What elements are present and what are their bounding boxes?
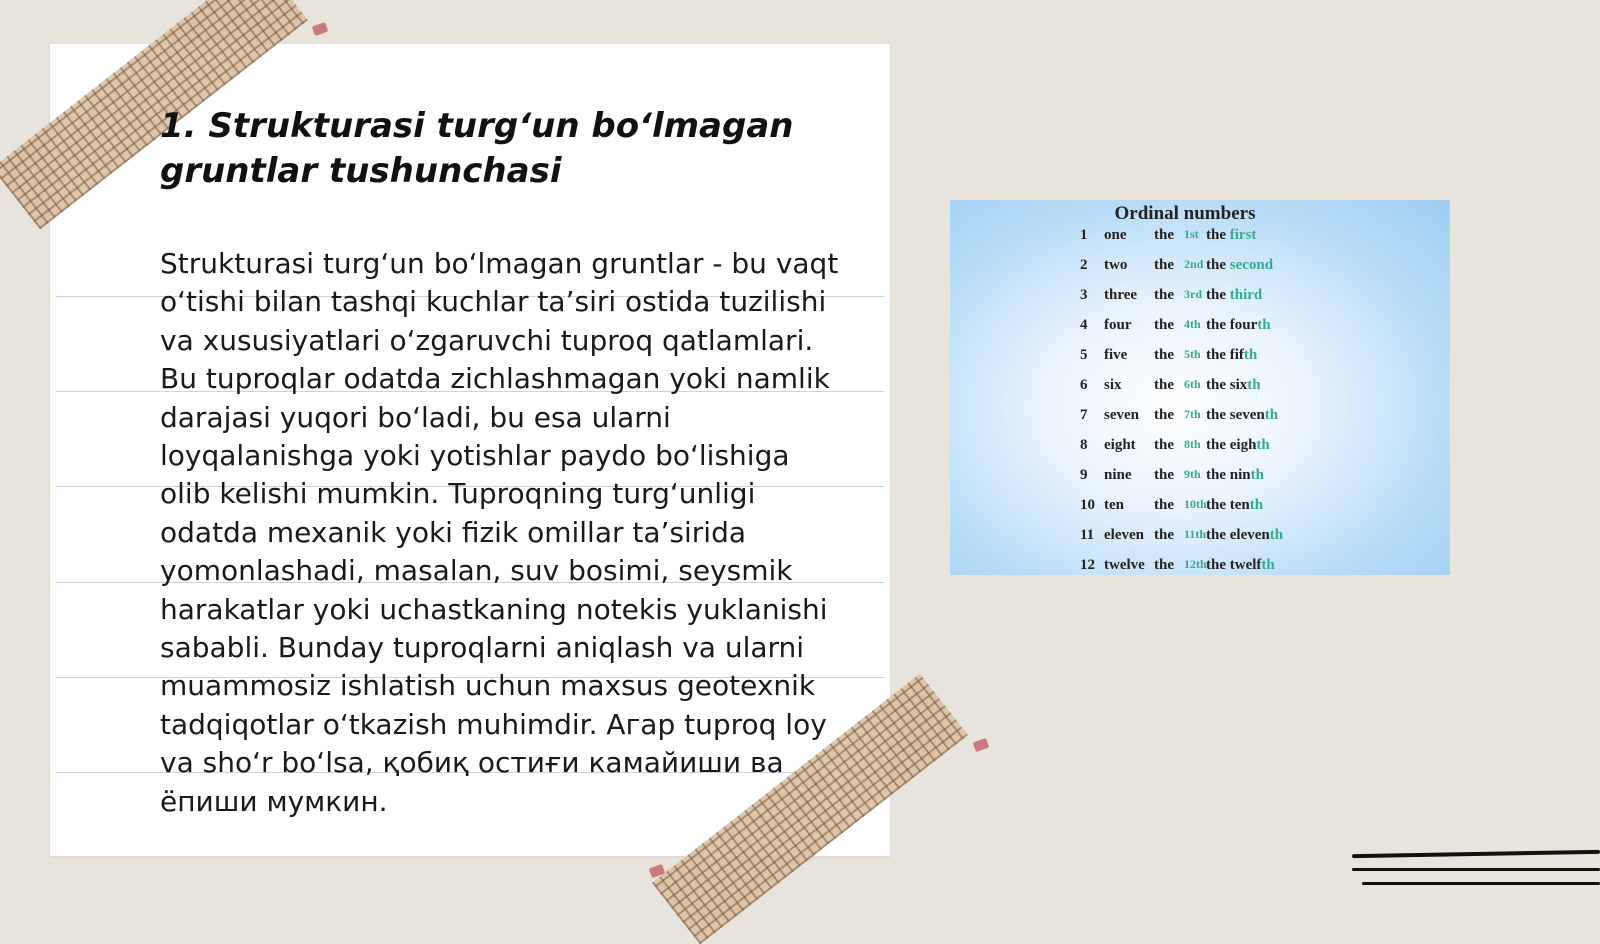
- ordinal-abbrev: 9th: [1184, 467, 1201, 481]
- ordinal-word: the first: [1206, 227, 1257, 243]
- ordinal-cardinal-word: five: [1104, 347, 1128, 363]
- ordinal-abbrev: 11th: [1184, 527, 1207, 541]
- ordinal-suffix: th: [1256, 437, 1270, 453]
- ordinal-number: 1: [1080, 227, 1088, 243]
- ordinal-number: 8: [1080, 437, 1088, 453]
- ordinal-cardinal-word: one: [1104, 227, 1127, 243]
- decorative-stroke: [1362, 882, 1600, 885]
- ordinal-numbers-image: [950, 200, 1450, 575]
- slide-title: 1. Strukturasi turg‘un bo‘lmagan gruntlar tushunchasi: [160, 106, 794, 191]
- ordinal-article: the: [1154, 407, 1174, 423]
- ordinal-suffix: th: [1247, 377, 1261, 393]
- ordinal-abbrev: 1st: [1184, 227, 1199, 241]
- ordinal-word: the eleventh: [1206, 527, 1284, 543]
- ordinal-abbrev: 2nd: [1184, 257, 1204, 271]
- ordinal-number: 7: [1080, 407, 1088, 423]
- ordinal-suffix: th: [1249, 497, 1264, 513]
- decorative-stroke: [1352, 868, 1600, 871]
- ordinal-word: the ninth: [1206, 467, 1264, 483]
- ordinal-word: the third: [1206, 287, 1263, 303]
- ordinal-article: the: [1154, 557, 1174, 573]
- ordinal-cardinal-word: four: [1104, 317, 1132, 333]
- tape-pin: [312, 22, 329, 36]
- ordinal-cardinal-word: three: [1104, 287, 1138, 303]
- slide-body-text: Strukturasi turg‘un bo‘lmagan gruntlar - bu vaqt o‘tishi bilan tashqi kuchlar ta’siri ostida tuzilishi va xususiyatlari o‘zgaruvchi tuproq qatlamlari. Bu tuproqlar odatda zichlashmagan yoki namlik darajasi yuqori bo‘ladi, bu esa ularni loyqalanishga yoki yotishlar paydo bo‘lishiga olib kelishi mumkin. Tuproqning turg‘unligi odatda mexanik yoki fizik omillar ta’sirida yomonlashadi, masalan, suv bosimi, seysmik harakatlar yoki uchastkaning notekis yuklanishi sababli. Bunday tuproqlarni aniqlash va ularni muammosiz ishlatish uchun maxsus geotexnik tadqiqotlar o‘tkazish muhimdir. Агар tuproq loy va sho‘r bo‘lsa, қобиқ остиғи камайиши ва ёпиши мумкин.: [160, 247, 839, 818]
- ordinal-number: 9: [1080, 467, 1088, 483]
- ordinal-cardinal-word: seven: [1104, 407, 1139, 423]
- ordinal-abbrev: 10th: [1184, 497, 1207, 511]
- ordinal-cardinal-word: ten: [1104, 497, 1124, 513]
- ordinal-abbrev: 3rd: [1184, 287, 1202, 301]
- ordinal-number: 12: [1080, 557, 1095, 573]
- ordinal-article: the: [1154, 317, 1174, 333]
- ordinal-suffix: th: [1264, 407, 1279, 423]
- ordinal-suffix: th: [1269, 527, 1284, 543]
- ordinal-abbrev: 8th: [1184, 437, 1201, 451]
- figure-title: Ordinal numbers: [1114, 203, 1256, 224]
- ordinal-suffix: th: [1250, 467, 1264, 483]
- ordinal-cardinal-word: eleven: [1104, 527, 1144, 543]
- ordinal-word: the seventh: [1206, 407, 1279, 423]
- ordinal-number: 4: [1080, 317, 1088, 333]
- ordinal-cardinal-word: twelve: [1104, 557, 1145, 573]
- ordinal-abbrev: 12th: [1184, 557, 1207, 571]
- ordinal-article: the: [1154, 287, 1174, 303]
- ordinal-suffix: second: [1229, 257, 1274, 273]
- ordinal-article: the: [1154, 347, 1174, 363]
- tape-pin: [973, 738, 990, 752]
- ordinal-number: 6: [1080, 377, 1088, 393]
- ordinal-article: the: [1154, 467, 1174, 483]
- ordinal-abbrev: 6th: [1184, 377, 1201, 391]
- ordinal-word: the sixth: [1206, 377, 1261, 393]
- ordinal-abbrev: 5th: [1184, 347, 1201, 361]
- ordinal-article: the: [1154, 377, 1174, 393]
- ordinal-suffix: third: [1229, 287, 1263, 303]
- ordinal-cardinal-word: nine: [1104, 467, 1132, 483]
- ordinal-cardinal-word: two: [1104, 257, 1128, 273]
- ordinal-number: 10: [1080, 497, 1095, 513]
- ordinal-suffix: th: [1261, 557, 1275, 573]
- ordinal-cardinal-word: six: [1104, 377, 1122, 393]
- ordinal-number: 5: [1080, 347, 1088, 363]
- ordinal-number: 2: [1080, 257, 1088, 273]
- ordinal-article: the: [1154, 257, 1174, 273]
- ordinal-article: the: [1154, 437, 1174, 453]
- ordinal-word: the eighth: [1206, 437, 1270, 453]
- ordinal-article: the: [1154, 227, 1174, 243]
- ordinal-cardinal-word: eight: [1104, 437, 1136, 453]
- ordinal-word: the fourth: [1206, 317, 1271, 333]
- ordinal-article: the: [1154, 497, 1174, 513]
- ordinal-word: the tenth: [1206, 497, 1264, 513]
- ordinal-word: the second: [1206, 257, 1274, 273]
- ordinal-number: 11: [1080, 527, 1095, 543]
- ordinal-number: 3: [1080, 287, 1088, 303]
- ordinal-abbrev: 4th: [1184, 317, 1201, 331]
- ordinal-article: the: [1154, 527, 1174, 543]
- ordinal-word: the fifth: [1206, 347, 1258, 363]
- ordinal-word: the twelfth: [1206, 557, 1275, 573]
- ordinal-suffix: th: [1257, 317, 1271, 333]
- ordinal-suffix: th: [1243, 347, 1258, 363]
- decorative-stroke: [1352, 850, 1600, 858]
- ordinal-suffix: first: [1229, 227, 1257, 243]
- ordinal-abbrev: 7th: [1184, 407, 1201, 421]
